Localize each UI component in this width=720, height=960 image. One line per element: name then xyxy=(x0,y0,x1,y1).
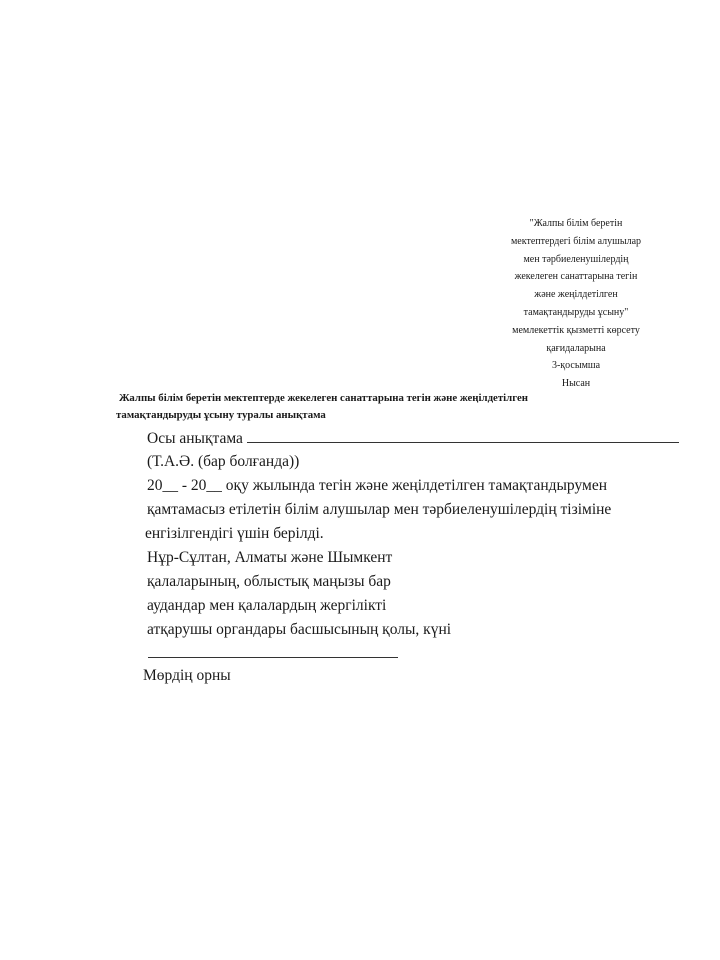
intro-text: Осы анықтама xyxy=(147,430,243,447)
body-line-5: енгізілгендігі үшін берілді. xyxy=(145,525,324,542)
seal-place-label: Мөрдің орны xyxy=(143,667,231,684)
body-line-7: қалаларының, облыстық маңызы бар xyxy=(147,573,391,590)
body-line-9: атқарушы органдары басшысының қолы, күні xyxy=(147,621,452,638)
body-line-6: Нұр-Сұлтан, Алматы және Шымкент xyxy=(147,549,393,566)
document-title xyxy=(116,390,676,424)
appendix-line: мектептердегі білім алушылар xyxy=(510,235,642,247)
appendix-line: мен тәрбиеленушілердің xyxy=(523,253,629,265)
appendix-line: қағидаларына xyxy=(546,342,606,354)
appendix-line: мемлекеттік қызметті көрсету xyxy=(512,324,640,336)
title-line-1: Жалпы білім беретін мектептерде жекелеген санаттарына тегін және жеңілдетілген xyxy=(119,392,528,404)
appendix-note xyxy=(488,215,664,393)
appendix-line: жекелеген санаттарына тегін xyxy=(514,271,638,283)
appendix-line: "Жалпы білім беретін xyxy=(529,218,623,229)
form-label: Нысан xyxy=(561,378,591,390)
appendix-line: тамақтандыруды ұсыну" xyxy=(523,306,629,318)
title-line-2: тамақтандыруды ұсыну туралы анықтама xyxy=(116,409,326,421)
certificate-intro-line xyxy=(147,428,679,449)
body-line-4: қамтамасыз етілетін білім алушылар мен тәрбиеленушілердің тізіміне xyxy=(147,501,612,518)
name-caption: (Т.А.Ә. (бар болғанда)) xyxy=(147,453,300,470)
appendix-line: және жеңілдетілген xyxy=(534,289,618,301)
academic-year-text: оқу жылында тегін және жеңілдетілген тамақтандырумен xyxy=(221,477,608,494)
academic-year-blank: 20__ - 20__ xyxy=(147,477,222,494)
appendix-number: 3-қосымша xyxy=(551,360,601,372)
name-fill-line xyxy=(247,428,679,443)
body-line-8: аудандар мен қалалардың жергілікті xyxy=(147,597,387,614)
signature-line xyxy=(148,657,398,658)
academic-year-line xyxy=(147,476,607,496)
